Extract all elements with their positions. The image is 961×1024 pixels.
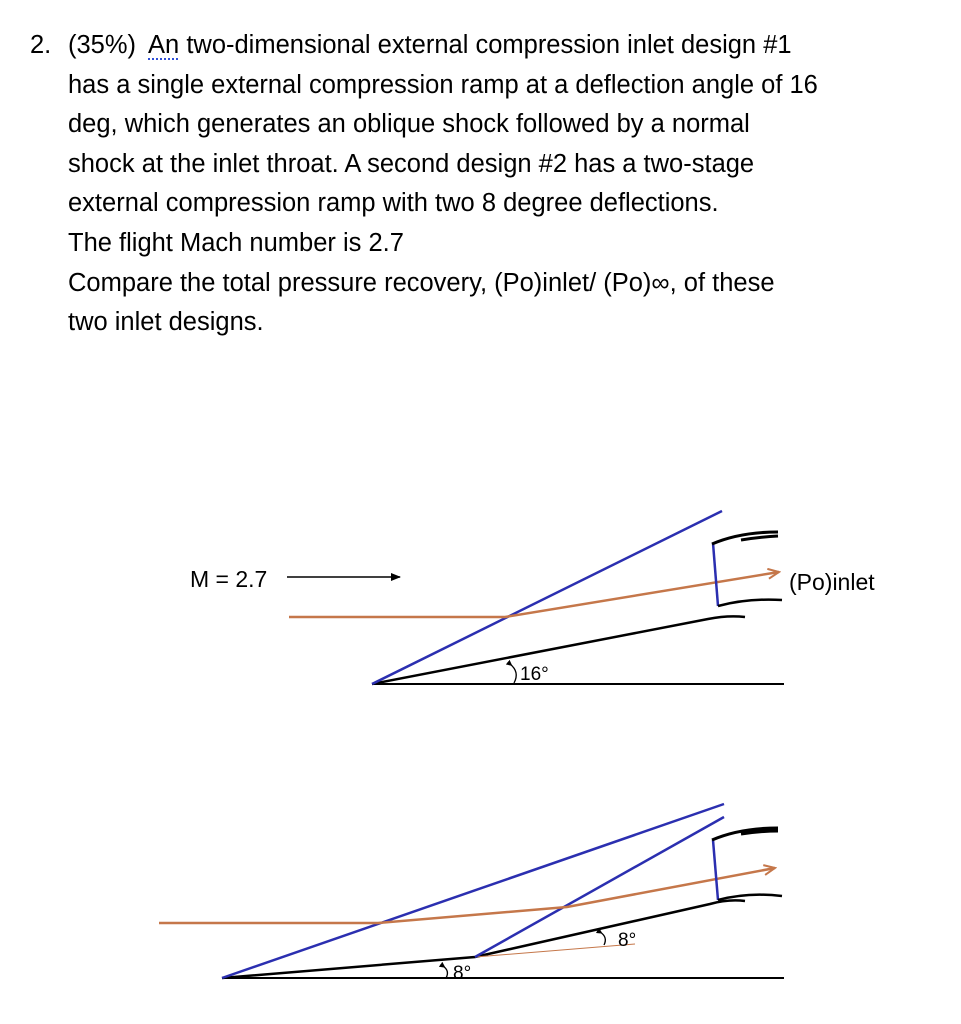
problem-line-2: has a single external compression ramp at a deflection angle of 16 [68, 70, 818, 99]
diagram-design-1 [190, 511, 875, 685]
cowl-lip [712, 532, 778, 544]
cowl-lower-2 [718, 895, 782, 900]
streamline [289, 572, 779, 617]
oblique-shock [372, 511, 722, 684]
grammar-flagged-word[interactable]: An [148, 31, 180, 59]
angle-arc-8-first [443, 966, 447, 978]
cowl-lip-2 [712, 828, 778, 840]
angle-arc-16 [510, 664, 516, 683]
problem-line-5: external compression ramp with two 8 degree deflections. [68, 189, 719, 218]
angle-label-8-second: 8° [618, 930, 637, 951]
problem-line-8: two inlet designs. [68, 308, 264, 337]
normal-shock [713, 543, 718, 606]
angle-arc-8-second [600, 932, 605, 945]
po-inlet-label: (Po)inlet [789, 569, 875, 595]
problem-line-3: deg, which generates an oblique shock followed by a normal [68, 110, 750, 139]
problem-weight: (35%) [68, 31, 137, 59]
diagram-design-2 [159, 804, 784, 984]
normal-shock-2 [713, 840, 718, 900]
problem-number: 2. [30, 31, 52, 59]
problem-line-4: shock at the inlet throat. A second design #2 has a two-stage [68, 149, 755, 178]
second-oblique-shock [475, 817, 724, 957]
cowl-lower [718, 600, 782, 606]
angle-label-16: 16° [520, 664, 549, 685]
angle-label-8-first: 8° [453, 963, 472, 984]
ramp-surface-2 [222, 900, 745, 978]
mach-label: M = 2.7 [190, 566, 268, 592]
ramp-surface [372, 616, 745, 684]
problem-line-6: The flight Mach number is 2.7 [68, 228, 404, 257]
problem-line-1-text: two-dimensional external compression inlet design #1 [179, 31, 792, 59]
problem-line-7: Compare the total pressure recovery, (Po)inlet/ (Po)∞, of these [68, 268, 775, 297]
streamline-2 [159, 868, 775, 923]
